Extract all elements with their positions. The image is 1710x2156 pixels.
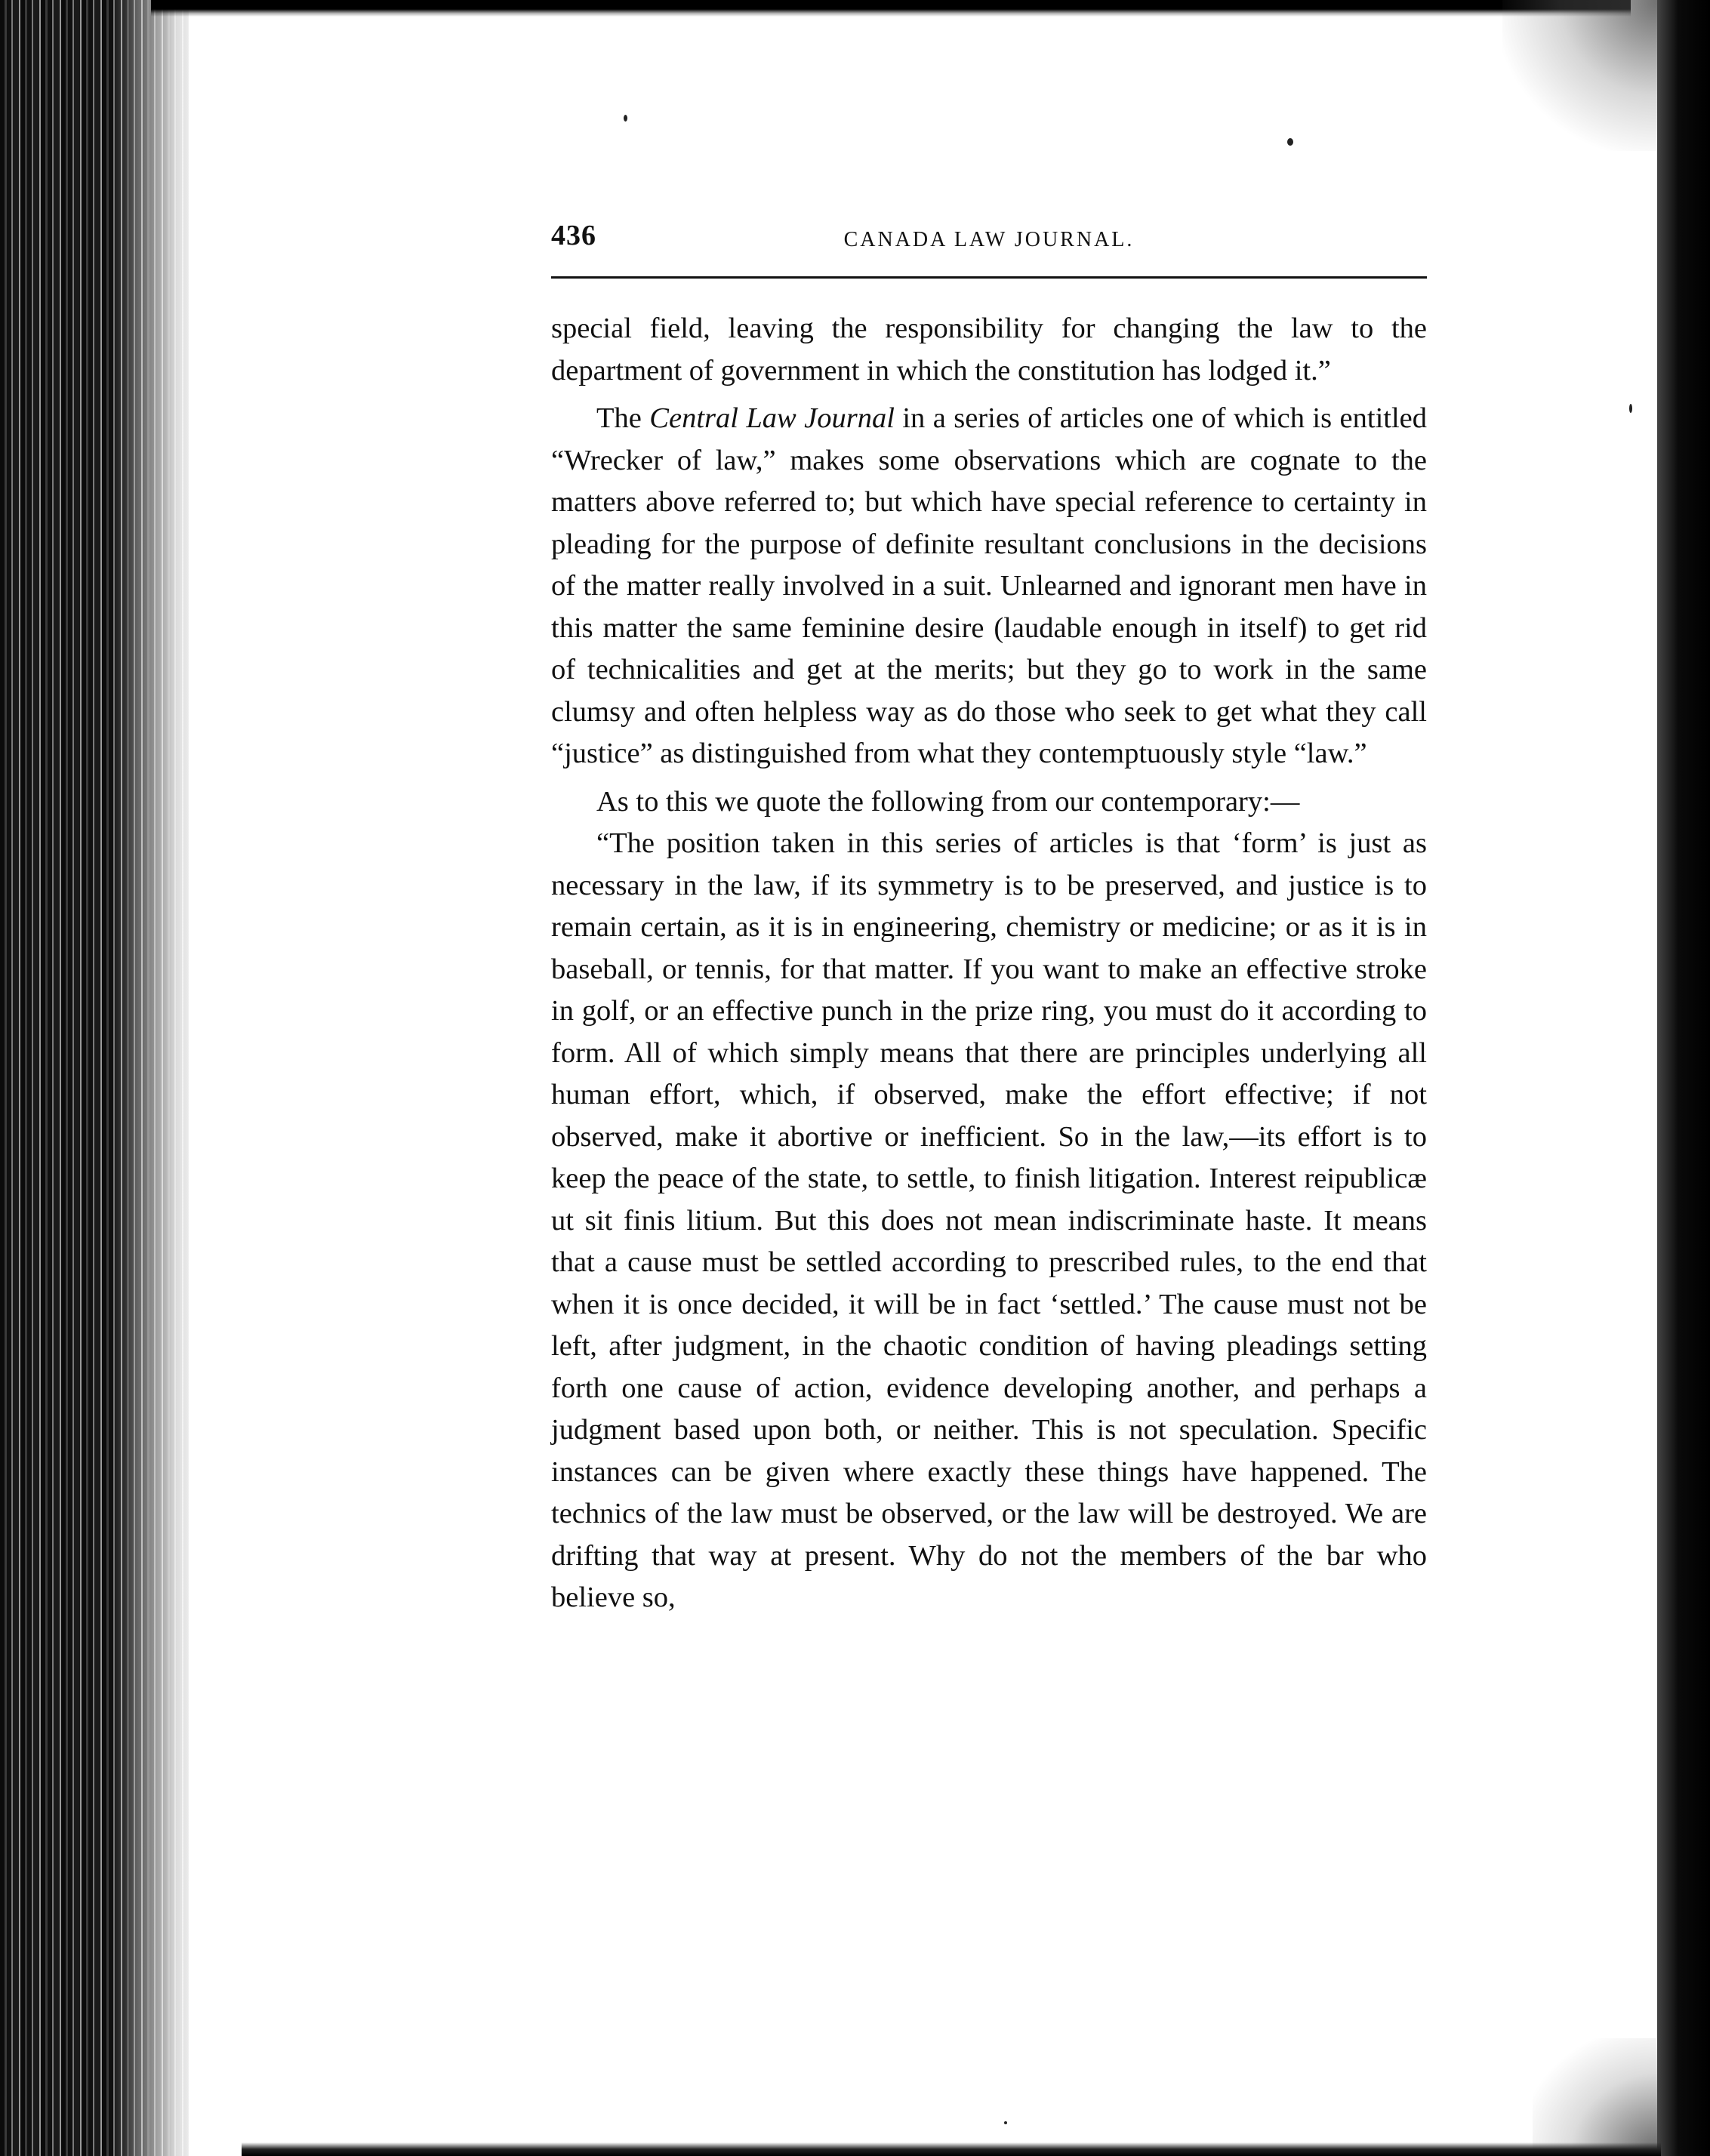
paragraph-prefix: The — [596, 402, 650, 434]
paragraph-text: As to this we quote the following from our contemporary:— — [596, 785, 1300, 818]
scan-corner-shadow-top — [1502, 0, 1661, 151]
body-text — [551, 308, 1427, 1619]
paragraph — [551, 781, 1427, 824]
paragraph-text: “The position taken in this series of articles is that ‘form’ is just as necessary in the law, if its symmetry is to be preserved, and justice is to remain certain, as it is in engineering, chemistry or medicine; or as it is in baseball, or tennis, for that matter. If you want to make an effective stroke in golf, or an effective punch in the prize ring, you must do it according to form. All of which simply means that there are principles underlying all human effort, which, if observed, make the effort effective; if not observed, make it abortive or inefficient. So in the law,—its effort is to keep the peace of the state, to settle, to finish litigation. Interest reipublicæ ut sit finis litium. But this does not mean indiscriminate haste. It means that a cause must be settled according to prescribed rules, to the end that when it is once decided, it will be in fact ‘settled.’ The cause must not be left, after judgment, in the chaotic condition of having pleadings setting forth one cause of action, evidence developing another, and perhaps a judgment based upon both, or neither. This is not speculation. Specific instances can be given where exactly these things have happened. The technics of the law must be observed, or the law will be destroyed. We are drifting that way at present. Why do not the members of the bar who believe so, — [551, 827, 1427, 1613]
book-page — [551, 219, 1427, 1613]
paragraph-text: in a series of articles one of which is entitled “Wrecker of law,” makes some observations which are cognate to the matters above referred to; but which have special reference to certainty in pleading for the purpose of definite resultant conclusions in the decisions of the matter really involved in a suit. Unlearned and ignorant men have in this matter the same feminine desire (laudable enough in itself) to get rid of technicalities and get at the merits; but they go to work in the same clumsy and often helpless way as do those who seek to get what they call “justice” as distinguished from what they contemptuously style “law.” — [551, 402, 1427, 769]
scan-speck — [1287, 138, 1293, 146]
page-header — [551, 219, 1427, 264]
page-number: 436 — [551, 220, 596, 251]
scan-right-border — [1657, 0, 1710, 2156]
scan-top-border — [151, 0, 1631, 17]
header-rule — [551, 276, 1427, 279]
scan-bottom-border — [242, 2142, 1661, 2156]
quoted-paragraph — [551, 823, 1427, 1619]
scan-speck — [624, 115, 627, 122]
paragraph-text: special field, leaving the responsibility for changing the law to the department of government in which the constitution has lodged it.” — [551, 313, 1427, 387]
paragraph — [551, 398, 1427, 775]
paragraph — [551, 308, 1427, 392]
scan-speck — [1004, 2121, 1007, 2124]
binding-shadow — [113, 0, 204, 2156]
journal-title: Central Law Journal — [649, 402, 895, 434]
running-head: CANADA LAW JOURNAL. — [843, 228, 1135, 251]
scan-speck — [1629, 404, 1632, 413]
scan-corner-shadow-bottom — [1533, 2038, 1661, 2156]
